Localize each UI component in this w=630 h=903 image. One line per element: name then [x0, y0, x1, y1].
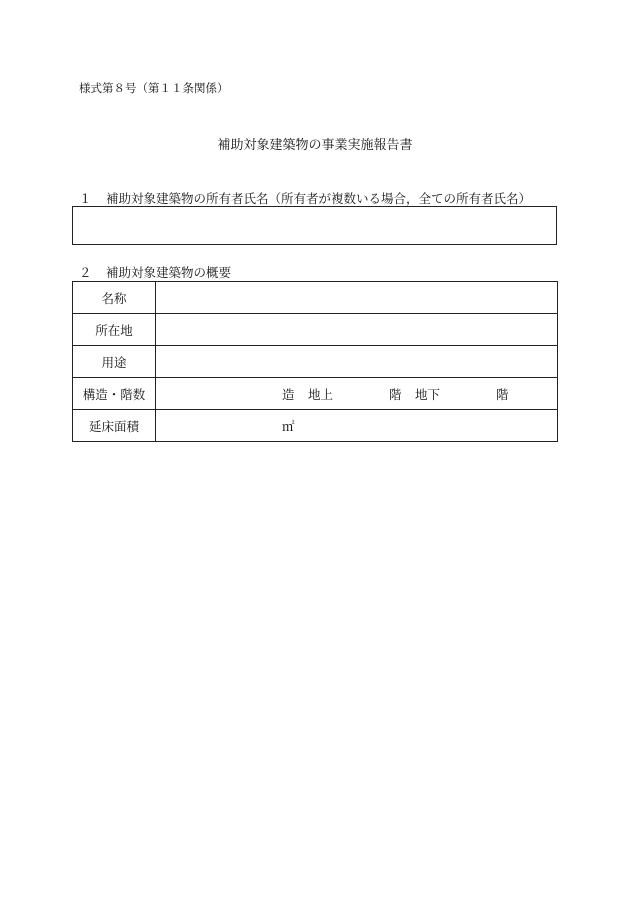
document-title: 補助対象建築物の事業実施報告書 — [217, 138, 413, 153]
building-overview-table — [72, 281, 558, 442]
name-field[interactable] — [156, 282, 558, 314]
structure-floors-field[interactable] — [156, 378, 558, 410]
table-row — [73, 314, 558, 346]
square-meter-unit: ㎡ — [282, 418, 295, 434]
table-row — [73, 346, 558, 378]
section-2-number: ２ — [79, 265, 92, 280]
usage-field[interactable] — [156, 346, 558, 378]
total-floor-area-label: 延床面積 — [73, 410, 156, 442]
location-label: 所在地 — [73, 314, 156, 346]
above-ground-label: 地上 — [308, 386, 334, 402]
below-ground-floor-suffix: 階 — [496, 386, 509, 402]
section-2-title: 補助対象建築物の概要 — [106, 265, 232, 280]
usage-label: 用途 — [73, 346, 156, 378]
below-ground-label: 地下 — [415, 386, 441, 402]
structure-floors-label: 構造・階数 — [73, 378, 156, 410]
above-ground-floor-suffix: 階 — [389, 386, 402, 402]
table-row — [73, 282, 558, 314]
section-1-heading — [79, 189, 531, 207]
table-row — [73, 378, 558, 410]
total-floor-area-field[interactable] — [156, 410, 558, 442]
table-row — [73, 410, 558, 442]
structure-suffix: 造 — [282, 386, 295, 402]
section-2-heading — [79, 263, 231, 281]
section-1-number: １ — [79, 191, 92, 206]
owner-names-field[interactable] — [72, 206, 557, 245]
section-1-title: 補助対象建築物の所有者氏名（所有者が複数いる場合，全ての所有者氏名） — [106, 191, 532, 206]
name-label: 名称 — [73, 282, 156, 314]
form-number: 様式第８号（第１１条関係） — [79, 81, 229, 95]
location-field[interactable] — [156, 314, 558, 346]
